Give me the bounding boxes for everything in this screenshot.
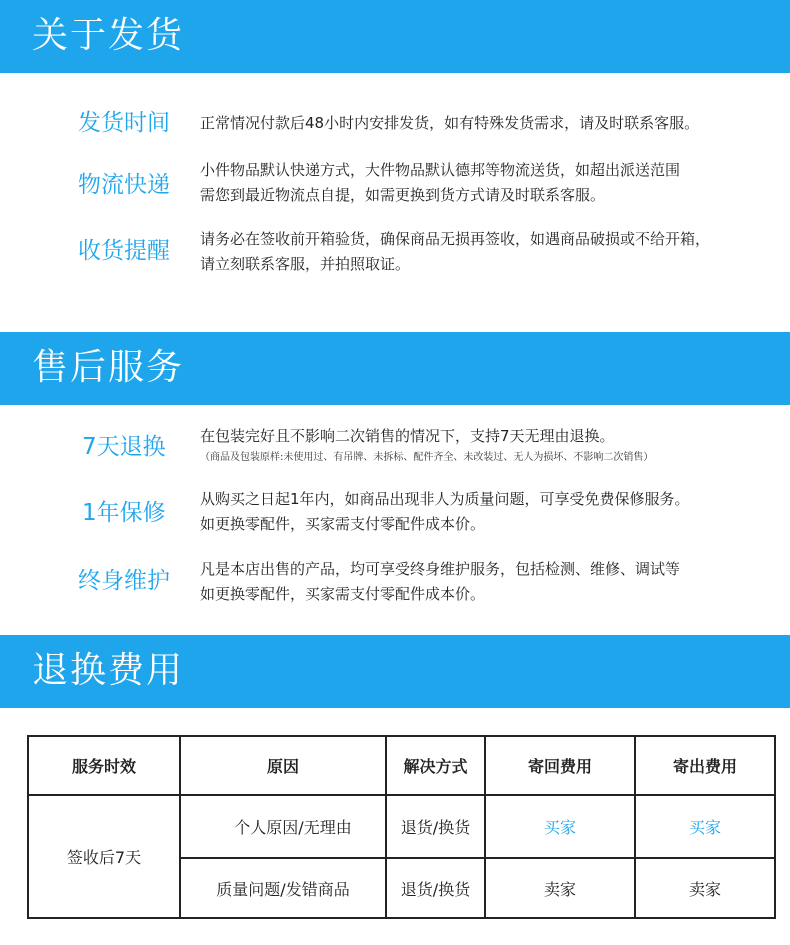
return-fee-cell: 买家 xyxy=(485,795,635,858)
row-text-line: 正常情况付款后48小时内安排发货，如有特殊发货需求，请及时联系客服。 xyxy=(200,114,700,132)
row-text xyxy=(200,424,780,467)
row-label: 物流快递 xyxy=(78,172,170,198)
section-title: 退换费用 xyxy=(32,650,185,691)
solution-cell: 退货/换货 xyxy=(386,795,485,858)
row-text-line: 如更换零配件，买家需支付零配件成本价。 xyxy=(200,585,486,603)
header-cell-send-fee: 寄出费用 xyxy=(635,736,775,795)
row-text-line: 小件物品默认快递方式，大件物品默认德邦等物流送货，如超出派送范围 xyxy=(200,161,681,179)
row-text-line: 凡是本店出售的产品，均可享受终身维护服务，包括检测、维修、调试等 xyxy=(200,560,681,578)
table-row xyxy=(28,795,775,858)
header-cell-period: 服务时效 xyxy=(28,736,180,795)
row-label: 1年保修 xyxy=(82,500,166,526)
solution-cell: 退货/换货 xyxy=(386,858,485,918)
section-banner-shipping xyxy=(0,0,790,73)
section-banner-after-sales xyxy=(0,332,790,405)
row-text xyxy=(200,227,780,277)
row-text xyxy=(200,158,780,208)
send-fee-cell: 买家 xyxy=(635,795,775,858)
table-header-row xyxy=(28,736,775,795)
row-text-line: 从购买之日起1年内，如商品出现非人为质量问题，可享受免费保修服务。 xyxy=(200,490,690,508)
return-fee-table xyxy=(27,735,776,919)
row-label: 收货提醒 xyxy=(78,238,170,264)
row-label: 终身维护 xyxy=(78,568,170,594)
section-title: 关于发货 xyxy=(32,15,185,56)
section-title: 售后服务 xyxy=(32,347,185,388)
section-banner-return-fees xyxy=(0,635,790,708)
return-fee-cell: 卖家 xyxy=(485,858,635,918)
row-text-line: 请务必在签收前开箱验货，确保商品无损再签收，如遇商品破损或不给开箱， xyxy=(200,230,711,248)
header-cell-reason: 原因 xyxy=(180,736,386,795)
row-text xyxy=(200,487,780,537)
reason-cell: 个人原因/无理由 xyxy=(180,795,386,858)
row-text-line: 如更换零配件，买家需支付零配件成本价。 xyxy=(200,515,486,533)
period-cell: 签收后7天 xyxy=(28,795,180,918)
row-label: 发货时间 xyxy=(78,110,170,136)
row-label: 7天退换 xyxy=(82,434,166,460)
send-fee-cell: 卖家 xyxy=(635,858,775,918)
row-text xyxy=(200,557,780,607)
row-text-line: 请立刻联系客服，并拍照取证。 xyxy=(200,255,411,273)
header-cell-return-fee: 寄回费用 xyxy=(485,736,635,795)
reason-cell: 质量问题/发错商品 xyxy=(180,858,386,918)
row-text xyxy=(200,111,780,136)
row-text-line: 需您到最近物流点自提，如需更换到货方式请及时联系客服。 xyxy=(200,186,606,204)
row-note: （商品及包装原样:未使用过、有吊牌、未拆标、配件齐全、未改装过、无人为损坏、不影响二次销售） xyxy=(200,452,654,463)
header-cell-solution: 解决方式 xyxy=(386,736,485,795)
row-text-line: 在包装完好且不影响二次销售的情况下，支持7天无理由退换。 xyxy=(200,427,615,445)
